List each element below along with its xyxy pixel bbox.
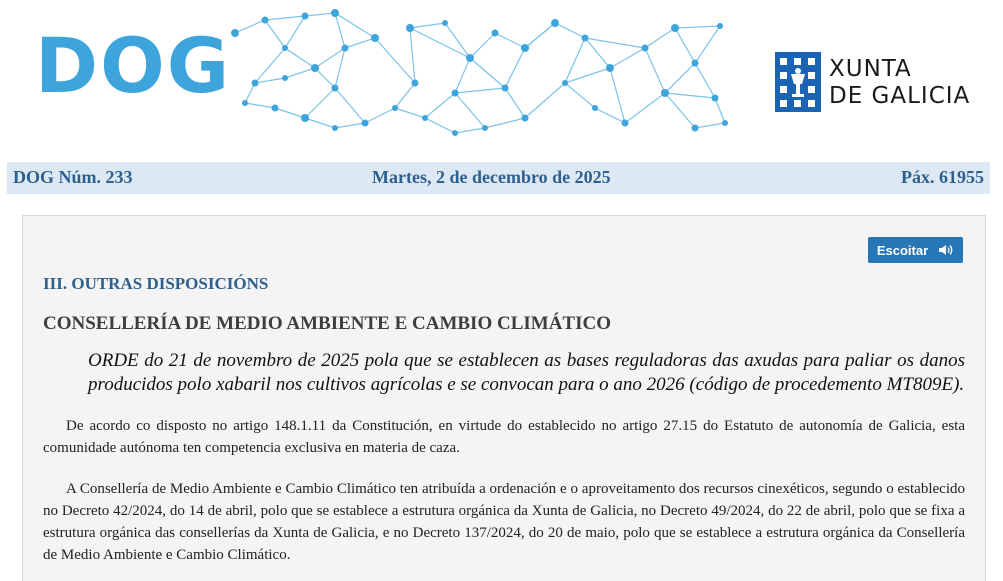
department-heading: CONSELLERÍA DE MEDIO AMBIENTE E CAMBIO CLIMÁTICO — [43, 313, 611, 334]
section-heading: III. OUTRAS DISPOSICIÓNS — [43, 274, 269, 293]
speaker-icon — [938, 244, 954, 256]
xunta-line-1: XUNTA — [829, 56, 912, 82]
page-number: Páx. 61955 — [901, 167, 984, 187]
order-title: ORDE do 21 de novembro de 2025 pola que se establecen as bases reguladoras das axudas para paliar os danos producidos polo xabaril nos cultivos agrícolas e se convocan para o ano 2026 (código de procedemento MT809E). — [88, 350, 965, 395]
listen-button-label: Escoitar — [876, 242, 929, 258]
body-paragraph: A Consellería de Medio Ambiente e Cambio Climático ten atribuída a ordenación e o aproveitamento dos recursos cinexéticos, segundo o establecido no Decreto 42/2024, do 14 de abril, polo que se establece a estrutura orgánica da Xunta de Galicia, no Decreto 49/2024, do 22 de abril, polo que se fixa a estrutura orgánica das consellerías da Xunta de Galicia, e no Decreto 137/2024, do 20 de maio, polo que se establece a estrutura orgánica da Consellería de Medio Ambiente e Cambio Climático. — [43, 481, 965, 563]
issue-date: Martes, 2 de decembro de 2025 — [372, 167, 611, 187]
dog-logo[interactable]: DOG — [35, 21, 232, 110]
network-graphic — [225, 8, 735, 143]
issue-info-bar — [7, 162, 990, 194]
xunta-line-2: DE GALICIA — [829, 83, 971, 109]
xunta-wordmark — [829, 56, 999, 110]
masthead — [0, 0, 1003, 160]
body-paragraph: De acordo co disposto no artigo 148.1.11 da Constitución, en virtude do establecido no artigo 27.15 do Estatuto de autonomía de Galicia, esta comunidade autónoma ten competencia exclusiva en materia de caza. — [43, 418, 965, 456]
issue-number: DOG Núm. 233 — [13, 167, 133, 187]
listen-button[interactable] — [868, 237, 963, 263]
xunta-shield-icon — [775, 52, 821, 112]
document-panel — [22, 215, 986, 581]
